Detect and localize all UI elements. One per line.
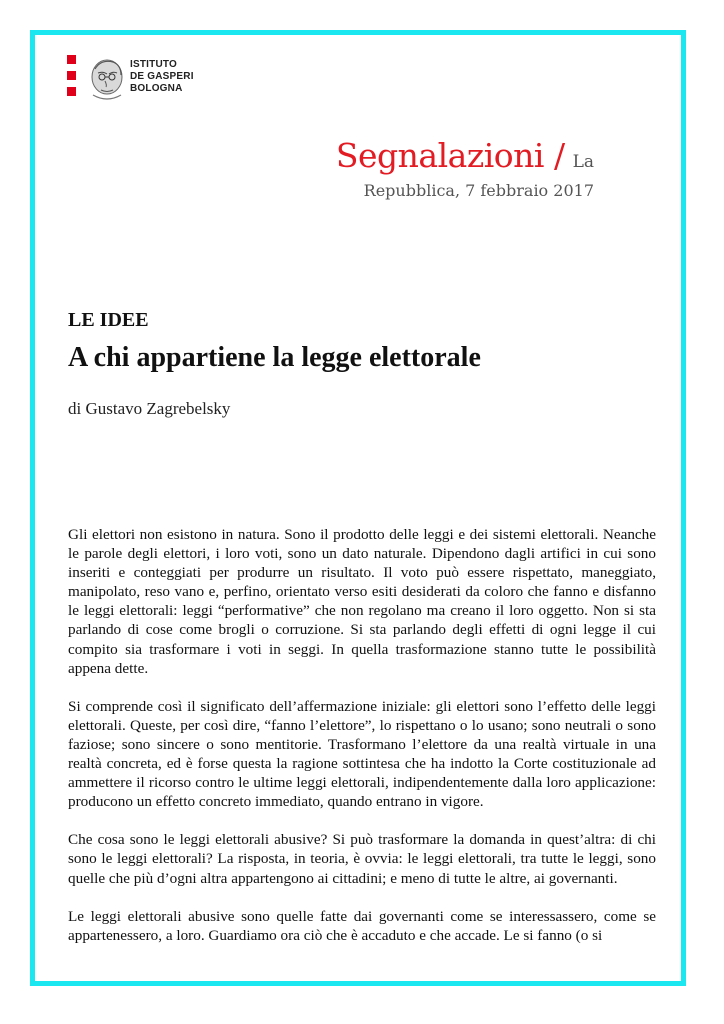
paragraph: Le leggi elettorali abusive sono quelle fatte dai governanti come se interessassero, come se appartenessero, a loro. Guardiamo ora ciò che è accaduto e che accade. Le si fanno (o si xyxy=(68,907,656,944)
logo-line-3: BOLOGNA xyxy=(130,83,183,94)
paragraph: Che cosa sono le leggi elettorali abusive? Si può trasformare la domanda in quest’altra: di chi sono le leggi elettorali? La risposta, in teoria, è ovvia: le leggi elettorali, tra tutte le leggi, sono quelle che più d’ogni altra appartengono ai cittadini; e meno di tutte le altre, ai governanti. xyxy=(68,831,656,887)
logo-line-1: ISTITUTO xyxy=(130,59,177,70)
institute-logo xyxy=(67,55,227,103)
logo-squares xyxy=(67,55,79,103)
source-date: Repubblica, 7 febbraio 2017 xyxy=(363,181,594,200)
section-header xyxy=(336,136,594,175)
logo-line-2: DE GASPERI xyxy=(130,71,194,82)
article-title: A chi appartiene la legge elettorale xyxy=(68,342,481,373)
paragraph: Gli elettori non esistono in natura. Sono il prodotto delle leggi e dei sistemi elettorali. Neanche le parole degli elettori, i loro voti, sono un dato naturale. Dipendono dagli artifici in cui sono inseriti e conteggiati per produrre un risultato. Il voto può essere rispettato, maneggiato, manipolato, reso vano e, perfino, orientato verso esiti desiderati da coloro che fanno e disfanno le leggi elettorali: leggi “performative” che non regolano ma creano il loro oggetto. Non si sta parlando di cose come brogli o corruzione. Si sta parlando degli effetti di ogni legge il cui compito sia trasformare i voti in seggi. In quella trasformazione stanno tutte le possibilità appena dette. xyxy=(68,526,656,677)
article-author: di Gustavo Zagrebelsky xyxy=(68,399,231,418)
article-body xyxy=(68,525,656,960)
source-part-1: La xyxy=(572,152,594,172)
paragraph: Si comprende così il significato dell’affermazione iniziale: gli elettori sono l’effetto delle leggi elettorali. Queste, per così dire, “fanno l’elettore”, lo rispettano o lo usano; sono neutrali o sono faziose; sono sincere o sono mentitorie. Trasformano l’elettore da una realtà virtuale in una realtà concreta, ed è forse questa la ragione sottintesa che ha indotto la Corte costituzionale ad ammettere il ricorso contro le ultime leggi elettorali, indipendentemente dalla loro applicazione: producono un effetto concreto immediato, quando entrano in vigore. xyxy=(68,697,656,811)
article-kicker: LE IDEE xyxy=(68,309,149,331)
section-title: Segnalazioni / xyxy=(335,136,565,175)
portrait-icon xyxy=(83,55,127,101)
logo-text xyxy=(130,59,194,95)
